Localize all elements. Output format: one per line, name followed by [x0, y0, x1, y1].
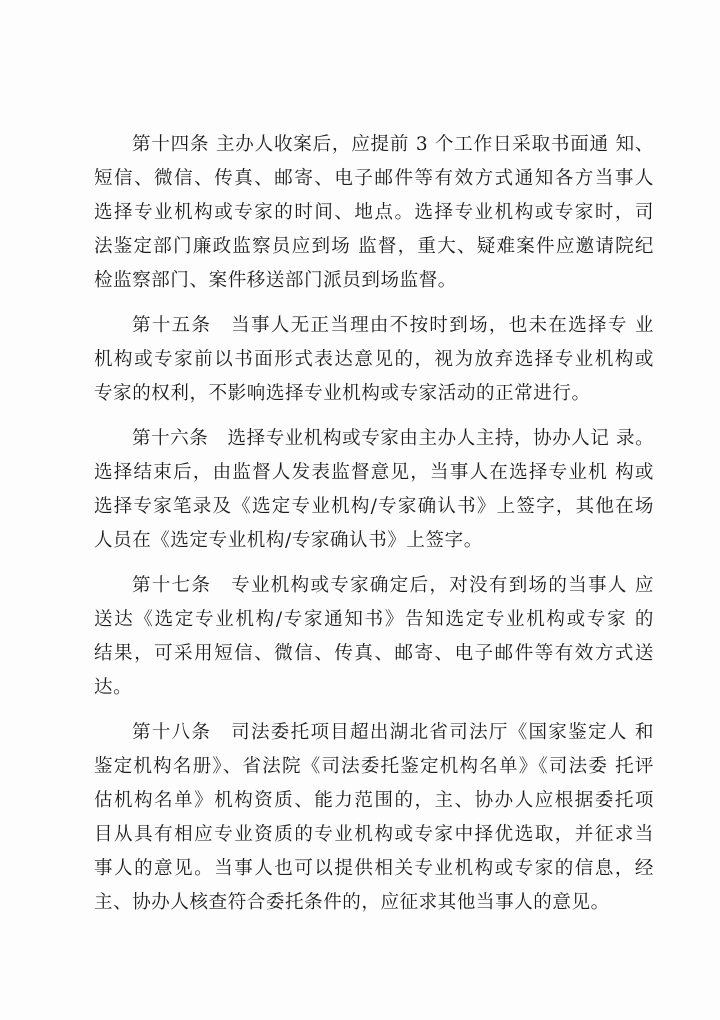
text-line: 主、协办人核查符合委托条件的，应征求其他当事人的意见。 [94, 892, 610, 913]
text-line: 第十八条 司法委托项目超出湖北省司法厅《国家鉴定人 和 [132, 722, 654, 743]
text-line: 法鉴定部门廉政监察员应到场 监督，重大、疑难案件应邀请院纪 [94, 236, 654, 257]
text-line: 机构或专家前以书面形式表达意见的，视为放弃选择专业机构或 [94, 349, 654, 370]
text-line: 第十七条 专业机构或专家确定后，对没有到场的当事人 应 [132, 575, 654, 596]
article-15-paragraph [94, 309, 654, 411]
article-14-paragraph [94, 128, 654, 298]
text-line: 短信、微信、传真、邮寄、电子邮件等有效方式通知各方当事人 [94, 168, 654, 189]
text-line: 估机构名单》机构资质、能力范围的，主、协办人应根据委托项 [94, 790, 654, 811]
article-16-paragraph [94, 422, 654, 558]
text-line: 结果，可采用短信、微信、传真、邮寄、电子邮件等有效方式送 [94, 643, 654, 664]
text-line: 鉴定机构名册》、省法院《司法委托鉴定机构名单》《司法委 托评 [94, 756, 654, 777]
text-line: 第十六条 选择专业机构或专家由主办人主持，协办人记 录。 [132, 428, 655, 449]
text-line: 第十五条 当事人无正当理由不按时到场，也未在选择专 业 [132, 315, 654, 336]
text-line: 选择结束后，由监督人发表监督意见，当事人在选择专业机 构或 [94, 462, 654, 483]
text-line: 目从具有相应专业资质的专业机构或专家中择优选取，并征求当 [94, 824, 654, 845]
article-18-paragraph [94, 716, 654, 920]
text-line: 选择专业机构或专家的时间、地点。选择专业机构或专家时，司 [94, 202, 654, 223]
text-line: 送达《选定专业机构/专家通知书》告知选定专业机构或专家 的 [94, 609, 654, 630]
text-line: 专家的权利，不影响选择专业机构或专家活动的正常进行。 [94, 383, 591, 404]
text-line: 选择专家笔录及《选定专业机构/专家确认书》上签字，其他在场 [94, 496, 654, 517]
text-line: 事人的意见。当事人也可以提供相关专业机构或专家的信息，经 [94, 858, 654, 879]
text-line: 人员在《选定专业机构/专家确认书》上签字。 [94, 530, 483, 551]
text-line: 第十四条 主办人收案后，应提前 3 个工作日采取书面通 知、 [132, 134, 654, 155]
text-line: 检监察部门、案件移送部门派员到场监督。 [94, 270, 457, 291]
text-line: 达。 [94, 677, 133, 698]
article-17-paragraph [94, 569, 654, 705]
document-body [94, 128, 654, 931]
